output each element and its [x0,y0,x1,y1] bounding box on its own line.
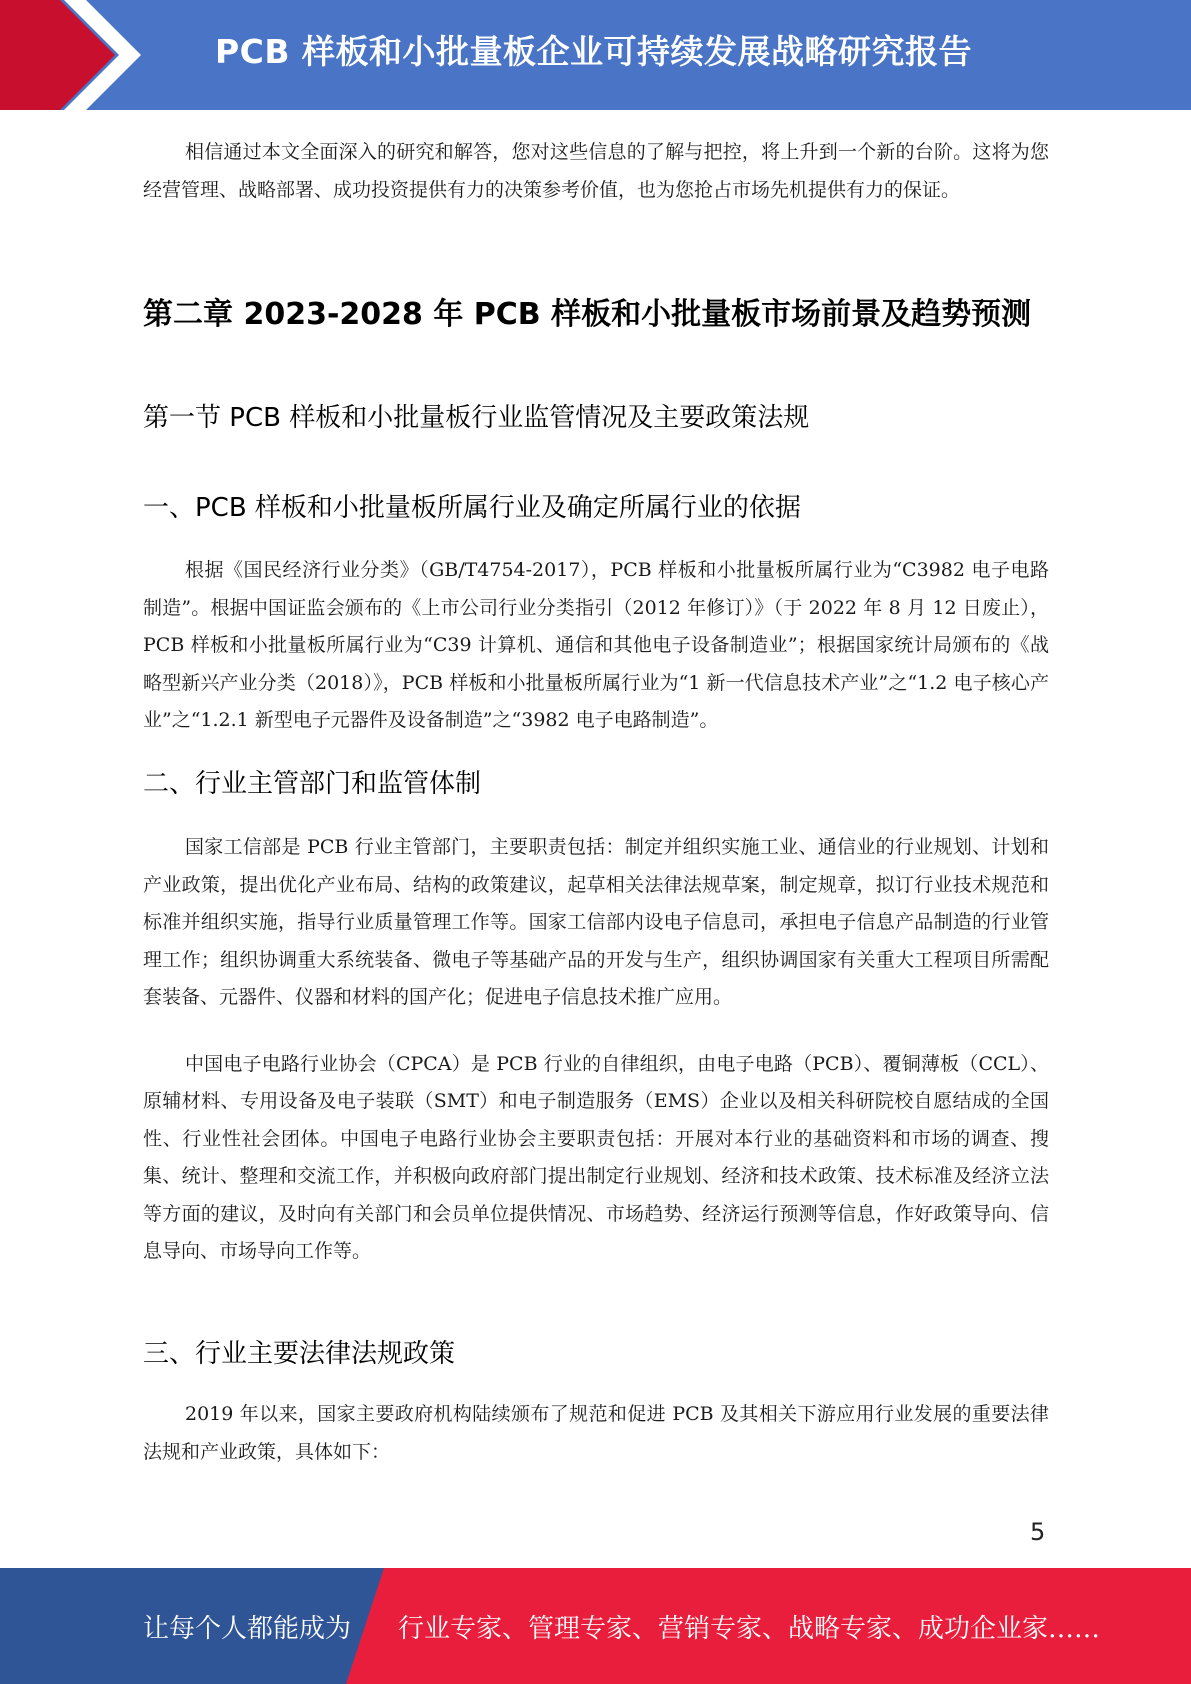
subsection-body-1 [143,552,1049,740]
intro-block [143,134,1049,209]
page-number: 5 [1030,1518,1046,1546]
subsection-heading-3: 三、行业主要法律法规政策 [143,1339,456,1369]
paragraph-policies-intro: 2019 年以来，国家主要政府机构陆续颁布了规范和促进 PCB 及其相关下游应用行业发展的重要法律法规和产业政策，具体如下： [143,1403,1049,1463]
subsection-heading-2: 二、行业主管部门和监管体制 [143,769,482,799]
paragraph-industry-association: 中国电子电路行业协会（CPCA）是 PCB 行业的自律组织，由电子电路（PCB）、覆铜薄板（CCL）、原辅材料、专用设备及电子装联（SMT）和电子制造服务（EMS）企业以及相关科研院校自愿结成的全国性、行业性社会团体。中国电子电路行业协会主要职责包括：开展对本行业的基础资料和市场的调查、搜集、统计、整理和交流工作，并积极向政府部门提出制定行业规划、经济和技术政策、技术标准及经济立法等方面的建议，及时向有关部门和会员单位提供情况、市场趋势、经济运行预测等信息，作好政策导向、信息导向、市场导向工作等。 [143,1052,1049,1262]
header-arrow-decoration [0,0,150,110]
subsection-heading-1: 一、PCB 样板和小批量板所属行业及确定所属行业的依据 [143,493,801,523]
paragraph-industry-classification: 根据《国民经济行业分类》（GB/T4754-2017），PCB 样板和小批量板所属行业为“C3982 电子电路制造”。根据中国证监会颁布的《上市公司行业分类指引（2012 年修订）》（于 2022 年 8 月 12 日废止），PCB 样板和小批量板所属行业为“C39 计算机、通信和其他电子设备制造业”；根据国家统计局颁布的《战略型新兴产业分类（2018）》，PCB 样板和小批量板所属行业为“1 新一代信息技术产业”之“1.2 电子核心产业”之“1.2.1 新型电子元器件及设备制造”之“3982 电子电路制造”。 [143,559,1049,731]
intro-paragraph: 相信通过本文全面深入的研究和解答，您对这些信息的了解与把控，将上升到一个新的台阶。这将为您经营管理、战略部署、成功投资提供有力的决策参考价值，也为您抢占市场先机提供有力的保证。 [143,141,1049,201]
page-header [0,0,1191,110]
paragraph-regulator: 国家工信部是 PCB 行业主管部门，主要职责包括：制定并组织实施工业、通信业的行业规划、计划和产业政策，提出优化产业布局、结构的政策建议，起草相关法律法规草案，制定规章，拟订行业技术规范和标准并组织实施，指导行业质量管理工作等。国家工信部内设电子信息司，承担电子信息产品制造的行业管理工作；组织协调重大系统装备、微电子等基础产品的开发与生产，组织协调国家有关重大工程项目所需配套装备、元器件、仪器和材料的国产化；促进电子信息技术推广应用。 [143,836,1049,1008]
footer-slogan-right: 行业专家、管理专家、营销专家、战略专家、成功企业家…… [398,1614,1101,1644]
subsection-body-3 [143,1396,1049,1471]
subsection-body-2 [143,829,1049,1271]
chapter-title: 第二章 2023-2028 年 PCB 样板和小批量板市场前景及趋势预测 [143,297,1032,332]
section-title: 第一节 PCB 样板和小批量板行业监管情况及主要政策法规 [143,403,810,433]
report-title: PCB 样板和小批量板企业可持续发展战略研究报告 [215,32,973,71]
footer-slogan-left: 让每个人都能成为 [143,1614,352,1644]
